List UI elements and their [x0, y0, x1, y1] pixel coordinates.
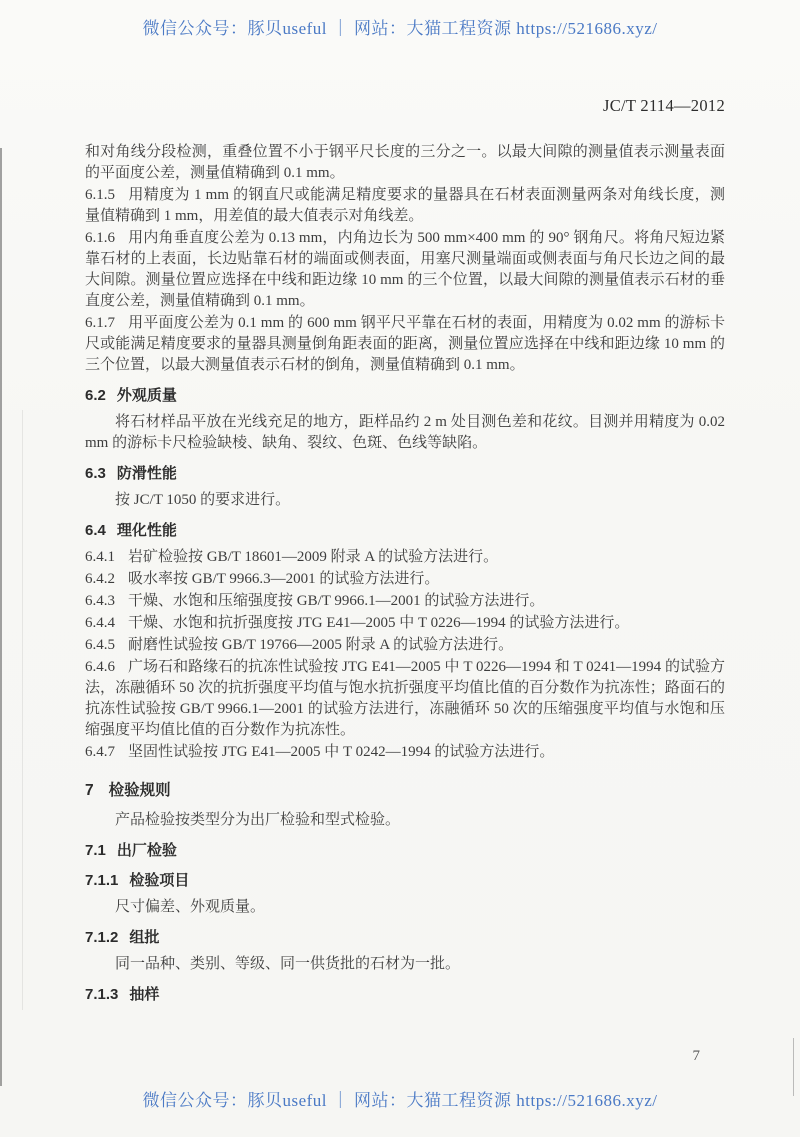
- clause-text: 吸水率按 GB/T 9966.3—2001 的试验方法进行。: [128, 571, 440, 587]
- clause-number: 7.1: [85, 842, 106, 859]
- clause-text: 坚固性试验按 JTG E41—2005 中 T 0242—1994 的试验方法进行。: [128, 744, 555, 760]
- clause-number: 6.4.5: [85, 637, 115, 653]
- clause-number: 6.3: [85, 465, 106, 482]
- heading-7.1: [85, 840, 725, 861]
- clause-number: 6.4.1: [85, 549, 115, 565]
- document-body: [85, 142, 725, 1005]
- clause-number: 6.2: [85, 387, 106, 404]
- clause-6.4.4: [85, 613, 725, 634]
- heading-7.1.2: [85, 927, 725, 948]
- paragraph: 将石材样品平放在光线充足的地方，距样品约 2 m 处目测色差和花纹。目测并用精度为 0.02 mm 的游标卡尺检验缺棱、缺角、裂纹、色斑、色线等缺陷。: [85, 414, 725, 451]
- clause-number: 6.1.7: [85, 315, 115, 331]
- clause-6.4.1: [85, 547, 725, 568]
- paragraph: 和对角线分段检测，重叠位置不小于钢平尺长度的三分之一。以最大间隙的测量值表示测量表面的平面度公差，测量值精确到 0.1 mm。: [85, 144, 725, 181]
- bottom-watermark: 微信公众号：豚贝useful ｜ 网站：大猫工程资源 https://521686.xyz/: [142, 1091, 658, 1110]
- clause-text: 出厂检验: [116, 842, 177, 859]
- heading-6.3: [85, 463, 725, 484]
- clause-text: 用精度为 1 mm 的钢直尺或能满足精度要求的量器具在石材表面测量两条对角线长度，测量值精确到 1 mm，用差值的最大值表示对角线差。: [85, 187, 725, 224]
- scan-artifact-inner-line: [22, 410, 23, 1010]
- clause-text: 岩矿检验按 GB/T 18601—2009 附录 A 的试验方法进行。: [128, 549, 499, 565]
- paragraph: 按 JC/T 1050 的要求进行。: [115, 492, 291, 508]
- clause-text: 干燥、水饱和抗折强度按 JTG E41—2005 中 T 0226—1994 的试验方法进行。: [128, 615, 630, 631]
- paragraph: 产品检验按类型分为出厂检验和型式检验。: [115, 812, 401, 828]
- clause-text: 检验规则: [108, 782, 171, 799]
- heading-7.1.1: [85, 870, 725, 891]
- heading-6.2: [85, 385, 725, 406]
- clause-text: 抽样: [129, 986, 160, 1003]
- clause-6.1.6: [85, 228, 725, 312]
- clause-number: 6.4.7: [85, 744, 115, 760]
- top-watermark: 微信公众号：豚贝useful ｜ 网站：大猫工程资源 https://521686.xyz/: [142, 19, 658, 38]
- standard-code-header: JC/T 2114—2012: [602, 96, 725, 115]
- clause-6.4.2: [85, 569, 725, 590]
- scan-artifact-left-edge-line: [0, 148, 2, 1086]
- clause-number: 6.4.6: [85, 659, 115, 675]
- clause-text: 防滑性能: [116, 465, 177, 482]
- clause-text: 耐磨性试验按 GB/T 19766—2005 附录 A 的试验方法进行。: [128, 637, 514, 653]
- clause-number: 6.4.2: [85, 571, 115, 587]
- clause-number: 6.1.5: [85, 187, 115, 203]
- clause-text: 用平面度公差为 0.1 mm 的 600 mm 钢平尺平靠在石材的表面，用精度为 0.02 mm 的游标卡尺或能满足精度要求的量器具测量倒角距表面的距离，测量位置应选择在中线和距边缘 10 mm 的三个位置，以最大测量值表示石材的倒角，测量值精确到 0.1 mm。: [85, 315, 725, 373]
- clause-text: 理化性能: [116, 522, 177, 539]
- clause-6.4.6: [85, 657, 725, 741]
- clause-text: 干燥、水饱和压缩强度按 GB/T 9966.1—2001 的试验方法进行。: [128, 593, 545, 609]
- heading-7.1.3: [85, 984, 725, 1005]
- clause-number: 6.4.3: [85, 593, 115, 609]
- clause-number: 7.1.3: [85, 986, 119, 1003]
- clause-text: 广场石和路缘石的抗冻性试验按 JTG E41—2005 中 T 0226—1994 和 T 0241—1994 的试验方法，冻融循环 50 次的抗折强度平均值与饱水抗折强度平均值比值的百分数作为抗冻性；路面石的抗冻性试验按 GB/T 9966.1—2001 的试验方法进行，冻融循环 50 次的压缩强度平均值与水饱和压缩强度平均值比值的百分数作为抗冻性。: [85, 659, 725, 738]
- page-number: 7: [692, 1048, 700, 1064]
- document-content: [85, 96, 725, 1011]
- clause-6.1.7: [85, 313, 725, 376]
- clause-number: 6.4: [85, 522, 106, 539]
- heading-7: [85, 780, 725, 801]
- clause-number: 7.1.2: [85, 929, 119, 946]
- clause-6.4.7: [85, 742, 725, 763]
- heading-6.4: [85, 520, 725, 541]
- clause-number: 6.1.6: [85, 230, 115, 246]
- clause-number: 7.1.1: [85, 872, 119, 889]
- clause-number: 6.4.4: [85, 615, 115, 631]
- paragraph: 尺寸偏差、外观质量。: [115, 899, 266, 915]
- clause-text: 外观质量: [116, 387, 177, 404]
- clause-6.1.5: [85, 185, 725, 227]
- paragraph: 同一品种、类别、等级、同一供货批的石材为一批。: [115, 956, 461, 972]
- clause-6.4.5: [85, 635, 725, 656]
- clause-text: 组批: [129, 929, 160, 946]
- clause-text: 用内角垂直度公差为 0.13 mm，内角边长为 500 mm×400 mm 的 90° 钢角尺。将角尺短边紧靠石材的上表面，长边贴靠石材的端面或侧表面，用塞尺测量端面或侧表面与角尺长边之间的最大间隙。测量位置应选择在中线和距边缘 10 mm 的三个位置，以最大间隙的测量值表示石材的垂直度公差，测量值精确到 0.1 mm。: [85, 230, 725, 309]
- clause-text: 检验项目: [129, 872, 190, 889]
- clause-6.4.3: [85, 591, 725, 612]
- clause-number: 7: [85, 782, 94, 799]
